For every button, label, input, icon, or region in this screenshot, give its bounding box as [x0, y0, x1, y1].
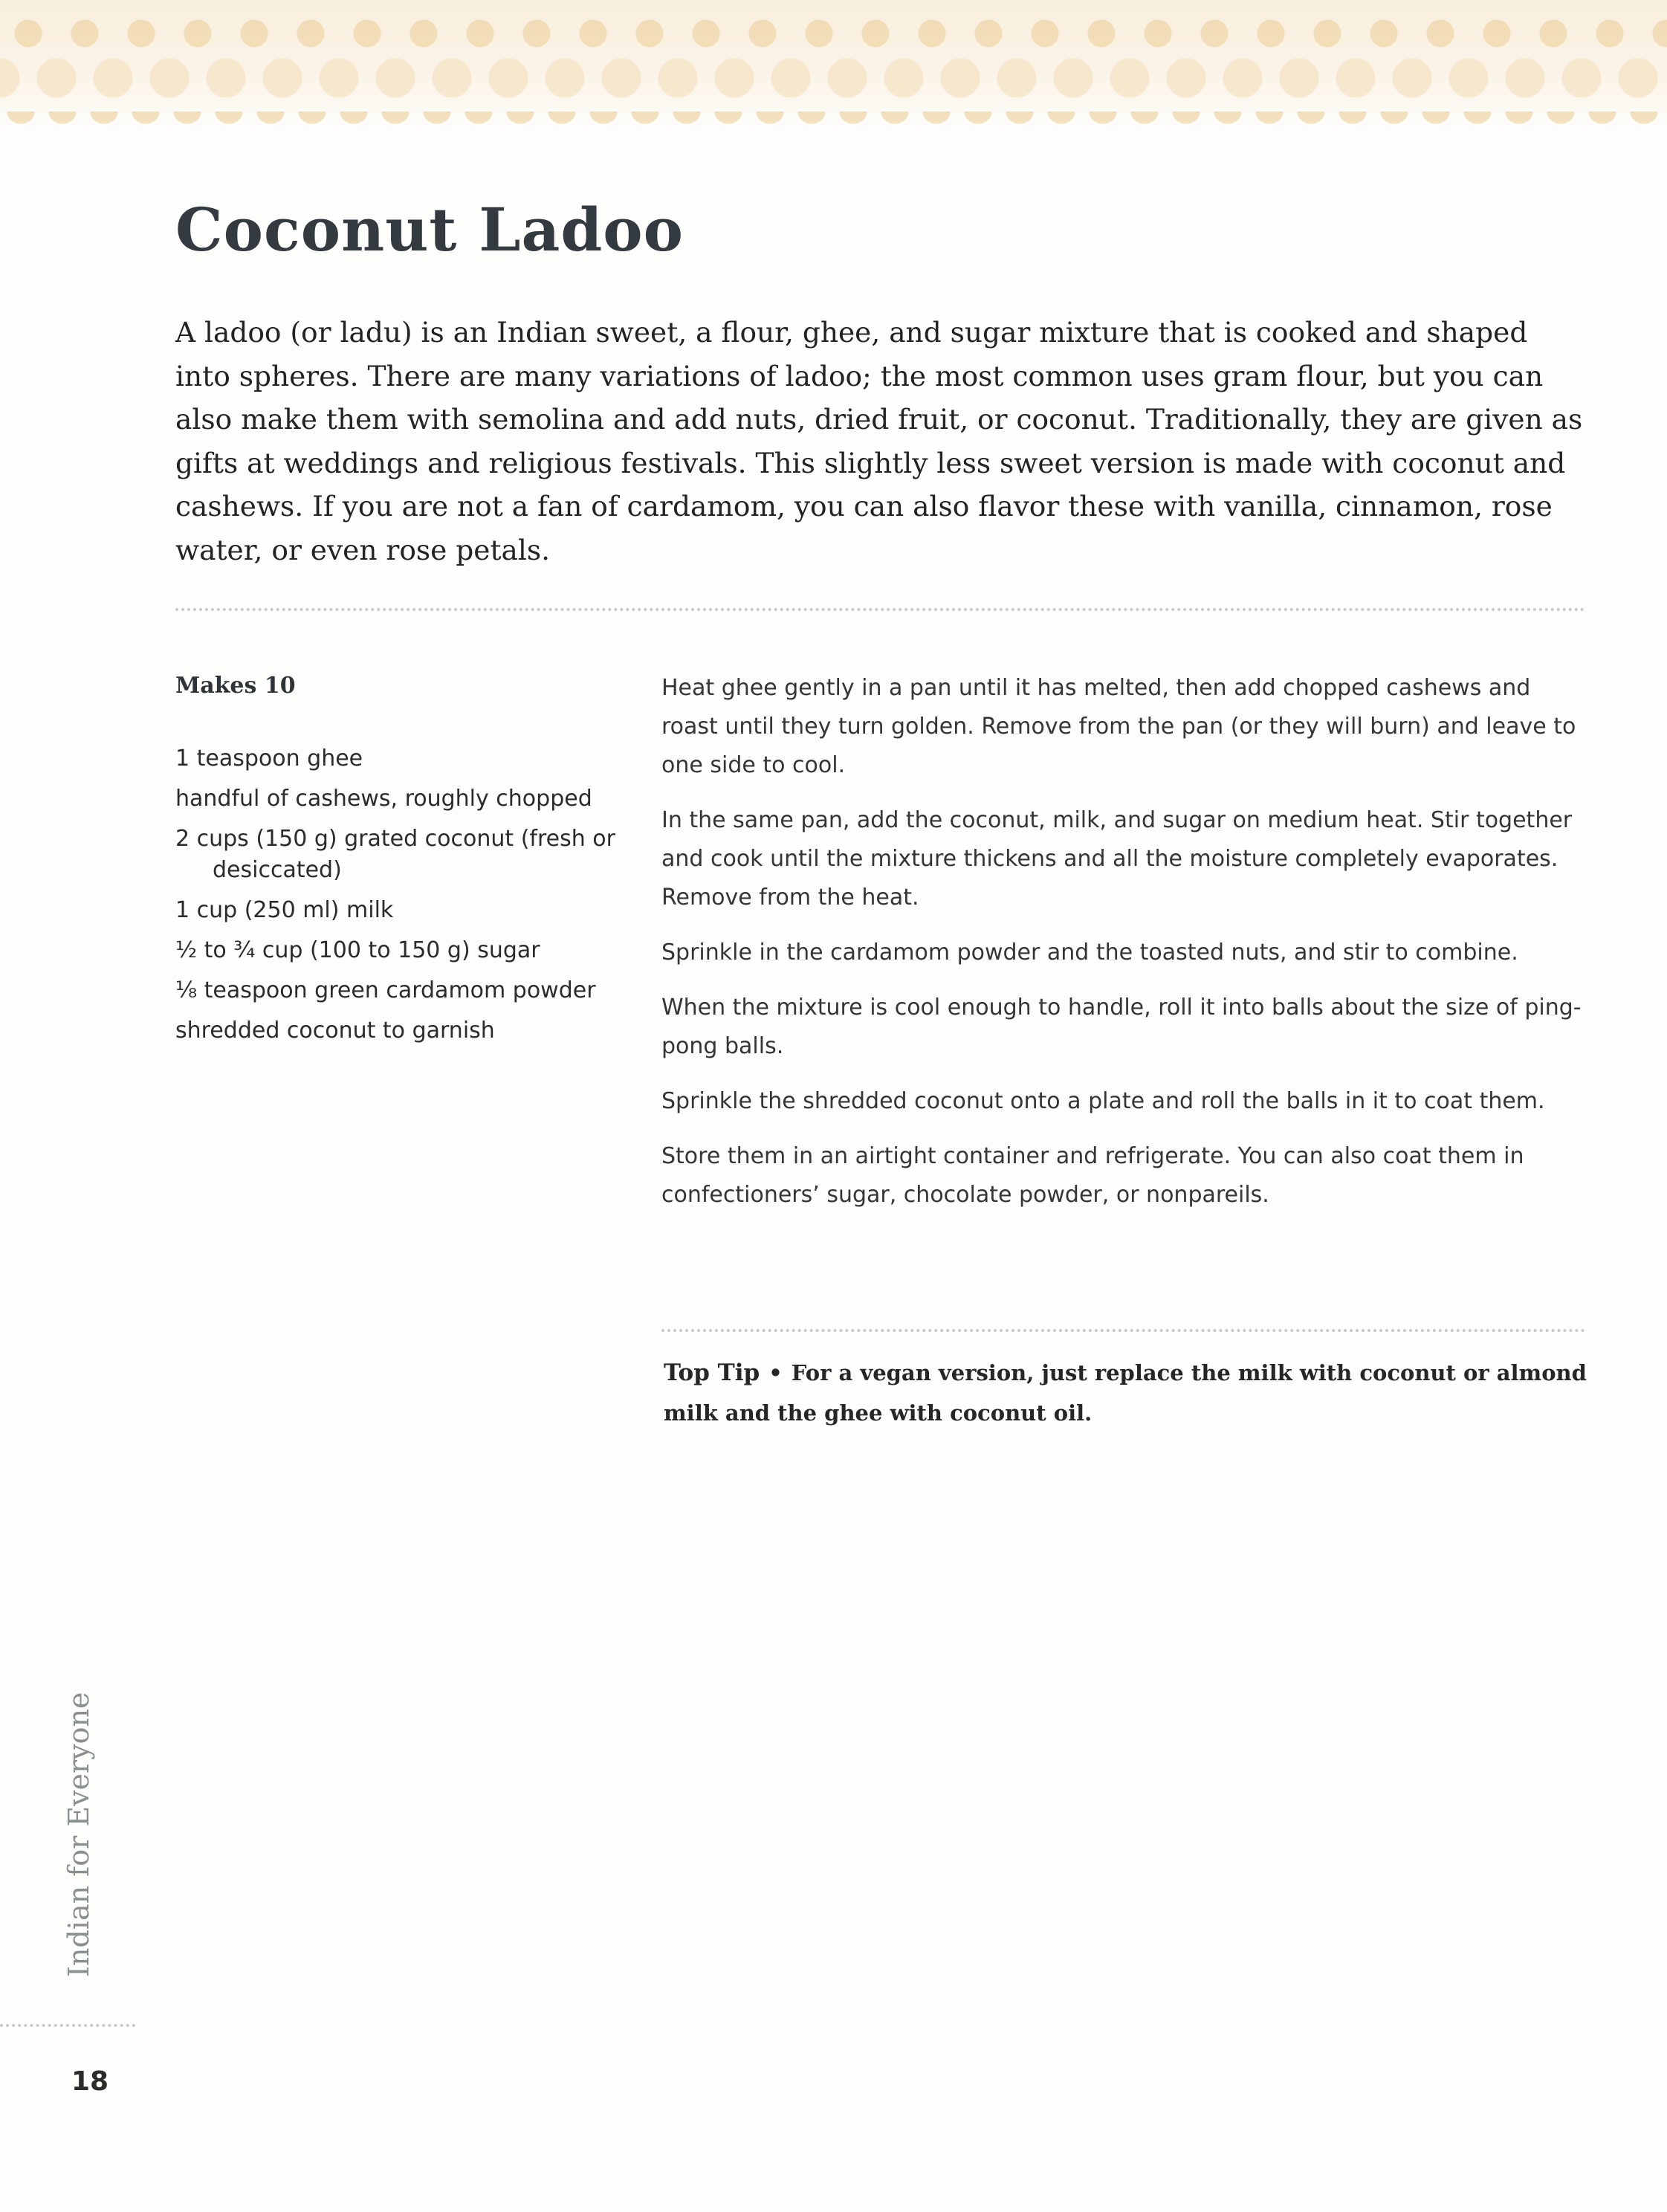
- top-tip: [664, 1353, 1593, 1433]
- section-divider: [175, 608, 1585, 611]
- method-step: In the same pan, add the coconut, milk, and sugar on medium heat. Stir together and cook until the mixture thickens and all the moisture completely evaporates. Remove from the heat.: [661, 807, 1573, 911]
- method-step: Sprinkle in the cardamom powder and the toasted nuts, and stir to combine.: [661, 940, 1518, 966]
- ingredient-item: shredded coconut to garnish: [175, 1018, 495, 1044]
- tip-bullet: •: [768, 1360, 783, 1385]
- recipe-intro: A ladoo (or ladu) is an Indian sweet, a flour, ghee, and sugar mixture that is cooked and shaped into spheres. There are many variations of ladoo; the most common uses gram flour, but you can also make them with semolina and add nuts, dried fruit, or coconut. Traditionally, they are given as gifts at weddings and religious festivals. This slightly less sweet version is made with coconut and cashews. If you are not a fan of cardamom, you can also flavor these with vanilla, cinnamon, rose water, or even rose petals.: [175, 316, 1583, 566]
- recipe-title: Coconut Ladoo: [175, 195, 684, 265]
- decorative-border: [0, 0, 1667, 130]
- method-step: When the mixture is cool enough to handle, roll it into balls about the size of ping-pong balls.: [661, 995, 1582, 1059]
- book-title: Indian for Everyone: [62, 1692, 95, 1977]
- tip-text: For a vegan version, just replace the milk with coconut or almond milk and the ghee with coconut oil.: [664, 1360, 1587, 1426]
- ingredient-item: 1 teaspoon ghee: [175, 746, 363, 772]
- ingredient-list: [175, 743, 636, 1055]
- method-step: Store them in an airtight container and refrigerate. You can also coat them in confectioners’ sugar, chocolate powder, or nonpareils.: [661, 1143, 1524, 1208]
- yield-label: Makes 10: [175, 673, 296, 699]
- ingredient-item: 1 cup (250 ml) milk: [175, 897, 394, 923]
- page-number: 18: [71, 2066, 109, 2097]
- method-step: Heat ghee gently in a pan until it has melted, then add chopped cashews and roast until they turn golden. Remove from the pan (or they will burn) and leave to one side to cool.: [661, 675, 1576, 778]
- footer-divider: [0, 2024, 135, 2027]
- ingredient-item: 2 cups (150 g) grated coconut (fresh or desiccated): [175, 826, 615, 883]
- tip-divider: [661, 1329, 1585, 1332]
- method-step: Sprinkle the shredded coconut onto a plate and roll the balls in it to coat them.: [661, 1088, 1545, 1114]
- ingredient-item: ⅛ teaspoon green cardamom powder: [175, 977, 596, 1003]
- tip-label: Top Tip: [664, 1359, 760, 1386]
- ingredient-item: handful of cashews, roughly chopped: [175, 786, 592, 812]
- method-steps: [661, 669, 1583, 1231]
- ingredient-item: ½ to ¾ cup (100 to 150 g) sugar: [175, 937, 540, 963]
